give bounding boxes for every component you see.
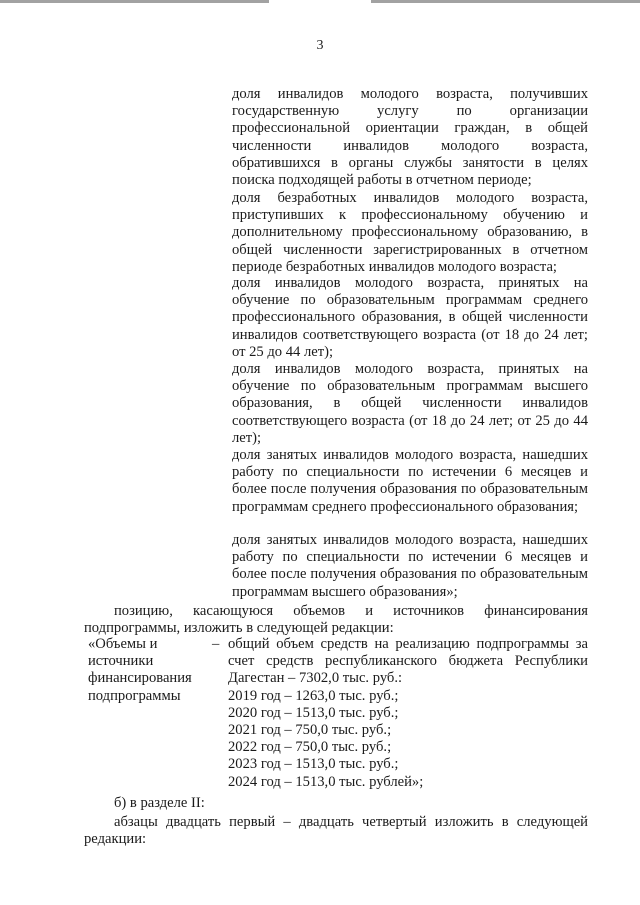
indicator-text: доля инвалидов молодого возраста, принятых на обучение по образовательным программам среднего профессионального образования, в общей численности инвалидов соответствующего возраста (от 18 до 24 лет; от 25 до 44 лет);	[232, 275, 588, 360]
indicator-text: доля безработных инвалидов молодого возраста, приступивших к профессиональному обучению и дополнительному профессиональному образованию, в общей численности зарегистрированных в отчетном периоде безработных инвалидов молодого возраста;	[232, 190, 588, 275]
section-b-text: б) в разделе II:	[114, 795, 205, 811]
indicator-text: доля инвалидов молодого возраста, принятых на обучение по образовательным программам высшего образования, в общей численности инвалидов соответствующего возраста (от 18 до 24 лет; от 25 до 44 лет);	[232, 361, 588, 446]
paragraphs-note	[84, 814, 588, 848]
indicator-5	[232, 447, 588, 516]
scan-top-edge	[0, 0, 640, 3]
indicator-6	[232, 532, 588, 601]
funding-label: «Объемы и источники финансирования подпрограммы	[88, 636, 192, 704]
indicator-text: доля инвалидов молодого возраста, получивших государственную услугу по организации профессиональной ориентации граждан, в общей численности инвалидов молодого возраста, обратившихся в органы службы занятости в целях поиска подходящей работы в отчетном периоде;	[232, 86, 588, 189]
funding-year-2022: 2022 год – 750,0 тыс. руб.;	[228, 739, 392, 756]
section-b	[84, 795, 588, 812]
funding-year-2023: 2023 год – 1513,0 тыс. руб.;	[228, 756, 399, 773]
funding-dash: –	[212, 636, 220, 652]
paragraphs-note-text: абзацы двадцать первый – двадцать четвертый изложить в следующей редакции:	[84, 814, 588, 848]
indicator-text: доля занятых инвалидов молодого возраста, нашедших работу по специальности по истечении 6 месяцев и более после получения образования по образовательным программам среднего профессионального образования;	[232, 447, 588, 515]
funding-total: общий объем средств на реализацию подпрограммы за счет средств республиканского бюджета Республики Дагестан – 7302,0 тыс. руб.:	[228, 636, 588, 687]
indicator-3	[232, 275, 588, 361]
indicator-2	[232, 190, 588, 276]
funding-value	[228, 636, 588, 791]
position-intro-text: позицию, касающуюся объемов и источников финансирования подпрограммы, изложить в следующей редакции:	[84, 603, 588, 637]
funding-year-2019: 2019 год – 1263,0 тыс. руб.;	[228, 687, 399, 704]
funding-year-2021: 2021 год – 750,0 тыс. руб.;	[228, 722, 392, 739]
position-intro	[84, 603, 588, 637]
funding-year-2024: 2024 год – 1513,0 тыс. рублей»;	[228, 773, 424, 790]
indicator-1	[232, 86, 588, 189]
page-number: 3	[316, 38, 324, 53]
funding-year-2020: 2020 год – 1513,0 тыс. руб.;	[228, 704, 399, 721]
indicator-text: доля занятых инвалидов молодого возраста, нашедших работу по специальности по истечении 6 месяцев и более после получения образования по образовательным программам высшего образования»;	[232, 532, 588, 600]
indicator-4	[232, 361, 588, 447]
